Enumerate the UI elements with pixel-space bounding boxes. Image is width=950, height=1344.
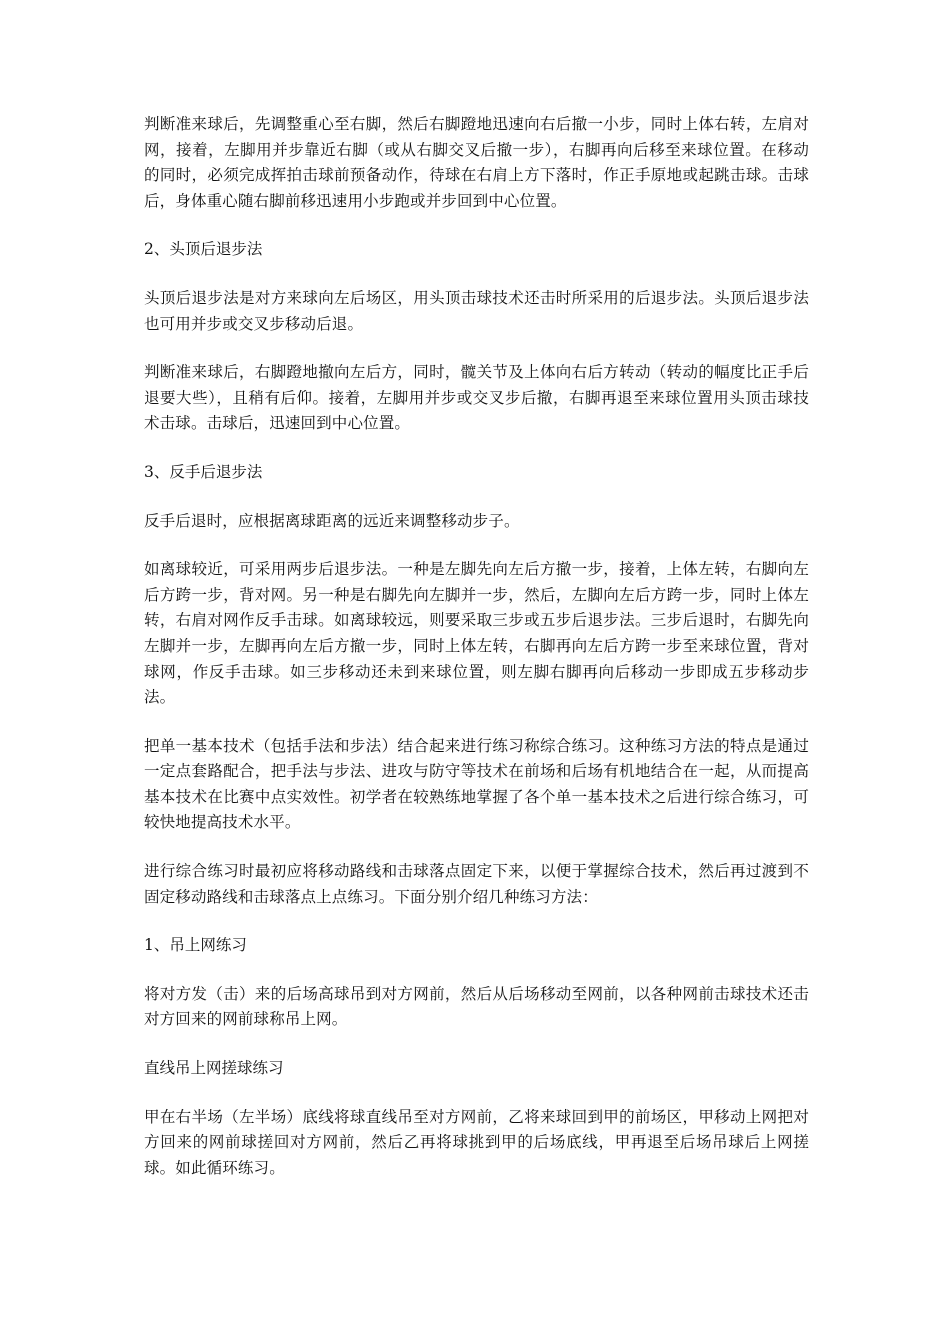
paragraph-combined-practice-method: 进行综合练习时最初应将移动路线和击球落点固定下来，以便于掌握综合技术，然后再过渡到不固定移动路线和击球落点上点练习。下面分别介绍几种练习方法： [144, 862, 809, 906]
heading-overhead-retreat: 2、头顶后退步法 [144, 240, 263, 259]
heading-straight-drop-net-rub: 直线吊上网搓球练习 [144, 1059, 284, 1078]
paragraph-overhead-retreat-steps: 判断准来球后，右脚蹬地撤向左后方，同时，髋关节及上体向右后方转动（转动的幅度比正手后退要大些），且稍有后仰。接着，左脚用并步或交叉步后撤，右脚再退至来球位置用头顶击球技术击球。击球后，迅速回到中心位置。 [144, 363, 809, 433]
paragraph-combined-practice: 把单一基本技术（包括手法和步法）结合起来进行练习称综合练习。这种练习方法的特点是通过一定点套路配合，把手法与步法、进攻与防守等技术在前场和后场有机地结合在一起，从而提高基本技术在比赛中点实效性。初学者在较熟练地掌握了各个单一基本技术之后进行综合练习，可较快地提高技术水平。 [144, 736, 809, 832]
paragraph-drop-net-definition: 将对方发（击）来的后场高球吊到对方网前，然后从后场移动至网前，以各种网前击球技术还击对方回来的网前球称吊上网。 [144, 984, 809, 1029]
paragraph-straight-drop-net-rub: 甲在右半场（左半场）底线将球直线吊至对方网前，乙将来球回到甲的前场区，甲移动上网把对方回来的网前球搓回对方网前，然后乙再将球挑到甲的后场底线，甲再退至后场吊球后上网搓球。如此循环练习。 [144, 1107, 809, 1177]
paragraph-forehand-retreat-steps: 判断准来球后，先调整重心至右脚，然后右脚蹬地迅速向右后撤一小步，同时上体右转，左肩对网，接着，左脚用并步靠近右脚（或从右脚交叉后撤一步），右脚再向后移至来球位置。在移动的同时，必须完成挥拍击球前预备动作，待球在右肩上方下落时，作正手原地或起跳击球。击球后，身体重心随右脚前移迅速用小步跑或并步回到中心位置。 [144, 115, 809, 210]
document-page [144, 112, 809, 1204]
heading-drop-net-practice: 1、吊上网练习 [144, 936, 247, 955]
paragraph-backhand-retreat-intro: 反手后退时，应根据离球距离的远近来调整移动步子。 [144, 511, 520, 530]
heading-backhand-retreat: 3、反手后退步法 [144, 462, 263, 481]
paragraph-overhead-retreat-definition: 头顶后退步法是对方来球向左后场区，用头顶击球技术还击时所采用的后退步法。头顶后退步法也可用并步或交叉步移动后退。 [144, 288, 809, 333]
paragraph-backhand-retreat-steps: 如离球较近，可采用两步后退步法。一种是左脚先向左后方撤一步，接着，上体左转，右脚向左后方跨一步，背对网。另一种是右脚先向左脚并一步，然后，左脚向左后方跨一步，同时上体左转，右肩对网作反手击球。如离球较远，则要采取三步或五步后退步法。三步后退时，右脚先向左脚并一步，左脚再向左后方撤一步，同时上体左转，右脚再向左后方跨一步至来球位置，背对球网，作反手击球。如三步移动还未到来球位置，则左脚右脚再向后移动一步即成五步移动步法。 [144, 560, 809, 707]
